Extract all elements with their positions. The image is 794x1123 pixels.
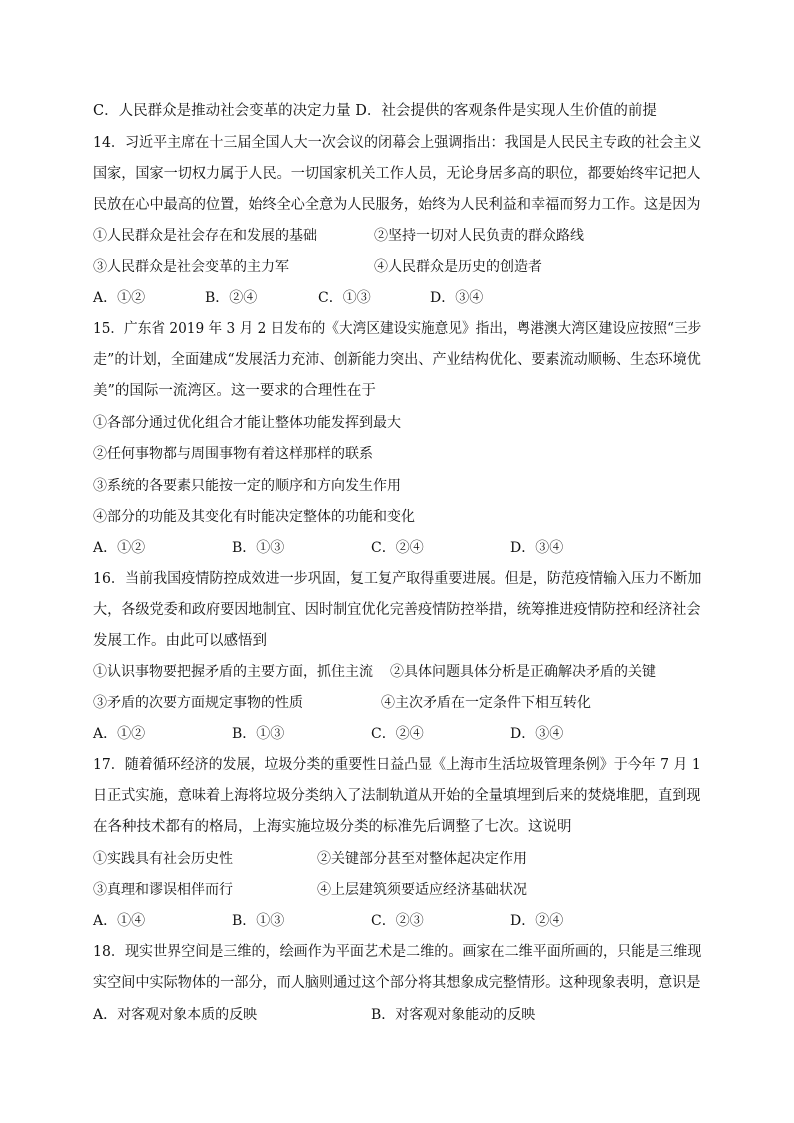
- q18-answer-a[interactable]: A．对客观对象本质的反映: [93, 1007, 258, 1023]
- q14-item-3: ③人民群众是社会变革的主力军: [93, 259, 289, 275]
- q18-stem-line-2: 实空间中实际物体的一部分，而人脑则通过这个部分将其想象成完整情形。这种现象表明，意识是: [93, 975, 701, 991]
- q16-stem-line-1: 16．当前我国疫情防控成效进一步巩固，复工复产取得重要进展。但是，防范疫情输入压力不断加: [93, 571, 702, 587]
- q15-stem-line-2: 走”的计划，全面建成“发展活力充沛、创新能力突出、产业结构优化、要素流动顺畅、生态环境优: [93, 352, 701, 368]
- q14-item-4: ④人民群众是历史的创造者: [374, 259, 542, 275]
- q15-answer-d[interactable]: D．③④: [510, 540, 564, 556]
- q14-answer-c[interactable]: C．①③: [318, 290, 371, 306]
- q17-stem-line-3: 在各种技术都有的格局，上海实施垃圾分类的标准先后调整了七次。这说明: [93, 819, 572, 835]
- q15-stem-line-3: 美”的国际一流湾区。这一要求的合理性在于: [93, 383, 376, 399]
- q14-answer-d[interactable]: D．③④: [430, 290, 484, 306]
- q16-item-3: ③矛盾的次要方面规定事物的性质: [93, 695, 303, 711]
- q17-answer-d[interactable]: D．②④: [510, 913, 564, 929]
- q17-answer-a[interactable]: A．①④: [93, 913, 146, 929]
- q14-stem-line-2: 国家，国家一切权力属于人民。一切国家机关工作人员，无论身居多高的职位，都要始终牢记把人: [93, 166, 701, 182]
- q16-item-4: ④主次矛盾在一定条件下相互转化: [381, 695, 591, 711]
- q15-item-2: ②任何事物都与周围事物有着这样那样的联系: [93, 446, 373, 462]
- q16-stem-line-2: 大，各级党委和政府要因地制宜、因时制宜优化完善疫情防控举措，统筹推进疫情防控和经济社会: [93, 602, 701, 618]
- q14-item-2: ②坚持一切对人民负责的群众路线: [374, 228, 584, 244]
- q15-answer-b[interactable]: B．①③: [232, 540, 285, 556]
- q16-item-1: ①认识事物要把握矛盾的主要方面，抓住主流: [93, 664, 373, 680]
- q17-item-1: ①实践具有社会历史性: [93, 851, 233, 867]
- q17-item-4: ④上层建筑须要适应经济基础状况: [317, 882, 527, 898]
- q18-answer-b[interactable]: B．对客观对象能动的反映: [371, 1007, 536, 1023]
- q17-item-3: ③真理和谬误相伴而行: [93, 882, 233, 898]
- q16-stem-line-3: 发展工作。由此可以感悟到: [93, 633, 267, 649]
- q17-item-2: ②关键部分甚至对整体起决定作用: [317, 851, 527, 867]
- q18-stem-line-1: 18．现实世界空间是三维的，绘画作为平面艺术是二维的。画家在二维平面所画的，只能是三维现: [93, 944, 702, 960]
- q16-answer-b[interactable]: B．①③: [232, 726, 285, 742]
- q15-item-3: ③系统的各要素只能按一定的顺序和方向发生作用: [93, 478, 401, 494]
- q17-answer-b[interactable]: B．①③: [232, 913, 285, 929]
- q14-answer-b[interactable]: B．②④: [205, 290, 258, 306]
- q17-answer-c[interactable]: C．②③: [371, 913, 424, 929]
- q16-answer-a[interactable]: A．①②: [93, 726, 146, 742]
- q15-answer-a[interactable]: A．①②: [93, 540, 146, 556]
- q15-answer-c[interactable]: C．②④: [371, 540, 424, 556]
- q17-stem-line-1: 17．随着循环经济的发展，垃圾分类的重要性日益凸显《上海市生活垃圾管理条例》于今年 7 月 1: [93, 757, 701, 773]
- q15-item-4: ④部分的功能及其变化有时能决定整体的功能和变化: [93, 509, 415, 525]
- q16-item-2: ②具体问题具体分析是正确解决矛盾的关键: [390, 664, 656, 680]
- q15-item-1: ①各部分通过优化组合才能让整体功能发挥到最大: [93, 415, 401, 431]
- q14-stem-line-3: 民放在心中最高的位置，始终全心全意为人民服务，始终为人民利益和幸福而努力工作。这是因为: [93, 197, 701, 213]
- q16-answer-d[interactable]: D．③④: [510, 726, 564, 742]
- q13-options-tail: C．人民群众是推动社会变革的决定力量 D．社会提供的客观条件是实现人生价值的前提: [93, 103, 657, 119]
- q14-stem-line-1: 14．习近平主席在十三届全国人大一次会议的闭幕会上强调指出：我国是人民民主专政的社会主义: [93, 135, 702, 151]
- q16-answer-c[interactable]: C．②④: [371, 726, 424, 742]
- q17-stem-line-2: 日正式实施，意味着上海将垃圾分类纳入了法制轨道从开始的全量填埋到后来的焚烧堆肥，直到现: [93, 788, 701, 804]
- q14-item-1: ①人民群众是社会存在和发展的基础: [93, 228, 317, 244]
- q14-answer-a[interactable]: A．①②: [93, 290, 146, 306]
- q15-stem-line-1: 15．广东省 2019 年 3 月 2 日发布的《大湾区建设实施意见》指出，粤港澳大湾区建设应按照“三步: [93, 321, 702, 337]
